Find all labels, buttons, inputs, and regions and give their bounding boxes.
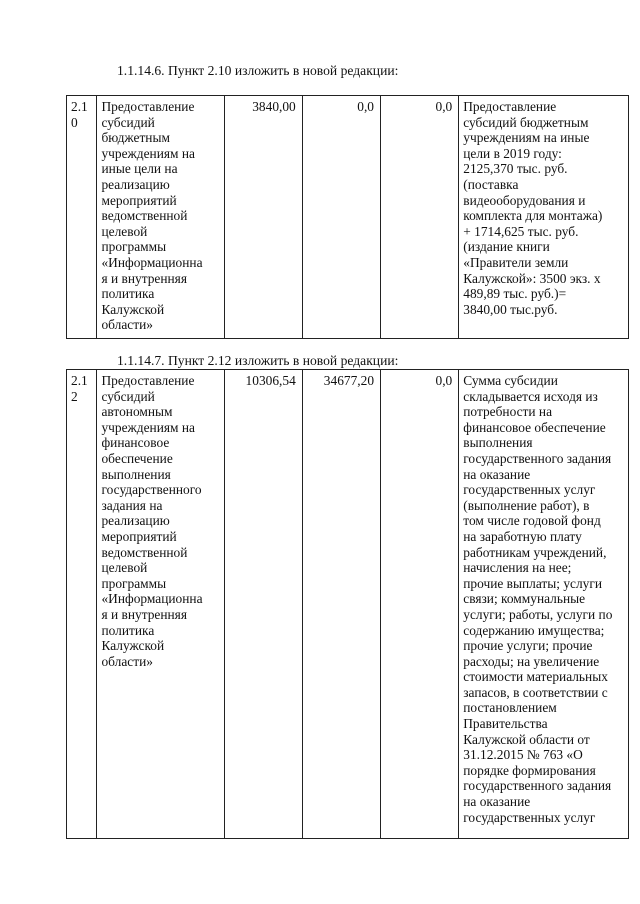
item-code-cell: 2.12 — [67, 370, 97, 839]
amount-2-cell: 0,0 — [302, 96, 380, 339]
amount-1-cell: 10306,54 — [224, 370, 302, 839]
amount-1-cell: 3840,00 — [224, 96, 302, 339]
amount-3-cell: 0,0 — [381, 370, 459, 839]
item-name-cell: Предоставление субсидий автономным учреждениям на финансовое обеспечение выполнения государственного задания на реализацию мероприятий ведомственной целевой программы «Информационна я и внутренняя политика Калужской области» — [97, 370, 224, 839]
table-item-2-12 — [66, 369, 629, 839]
item-code-cell: 2.10 — [67, 96, 97, 339]
item-note-cell: Сумма субсидии складывается исходя из потребности на финансовое обеспечение выполнения государственного задания на оказание государственных услуг (выполнение работ), в том числе годовой фонд на заработную плату работникам учреждений, начисления на нее; прочие выплаты; услуги связи; коммунальные услуги; работы, услуги по содержанию имущества; прочие услуги; прочие расходы; на увеличение стоимости материальных запасов, в соответствии с постановлением Правительства Калужской области от 31.12.2015 № 763 «О порядке формирования государственного задания на оказание государственных услуг — [459, 370, 629, 839]
table-item-2-10 — [66, 95, 629, 339]
table-row — [67, 96, 629, 339]
amount-3-cell: 0,0 — [381, 96, 459, 339]
item-note-cell: Предоставление субсидий бюджетным учреждениям на иные цели в 2019 году: 2125,370 тыс. руб. (поставка видеооборудования и комплекта для монтажа) + 1714,625 тыс. руб. (издание книги «Правители земли Калужской»: 3500 экз. х 489,89 тыс. руб.)= 3840,00 тыс.руб. — [459, 96, 629, 339]
table-row — [67, 370, 629, 839]
section-heading-2-12: 1.1.14.7. Пункт 2.12 изложить в новой редакции: — [117, 353, 399, 368]
item-name-cell: Предоставление субсидий бюджетным учреждениям на иные цели на реализацию мероприятий ведомственной целевой программы «Информационна я и внутренняя политика Калужской области» — [97, 96, 224, 339]
amount-2-cell: 34677,20 — [302, 370, 380, 839]
section-heading-2-10: 1.1.14.6. Пункт 2.10 изложить в новой редакции: — [117, 63, 399, 78]
